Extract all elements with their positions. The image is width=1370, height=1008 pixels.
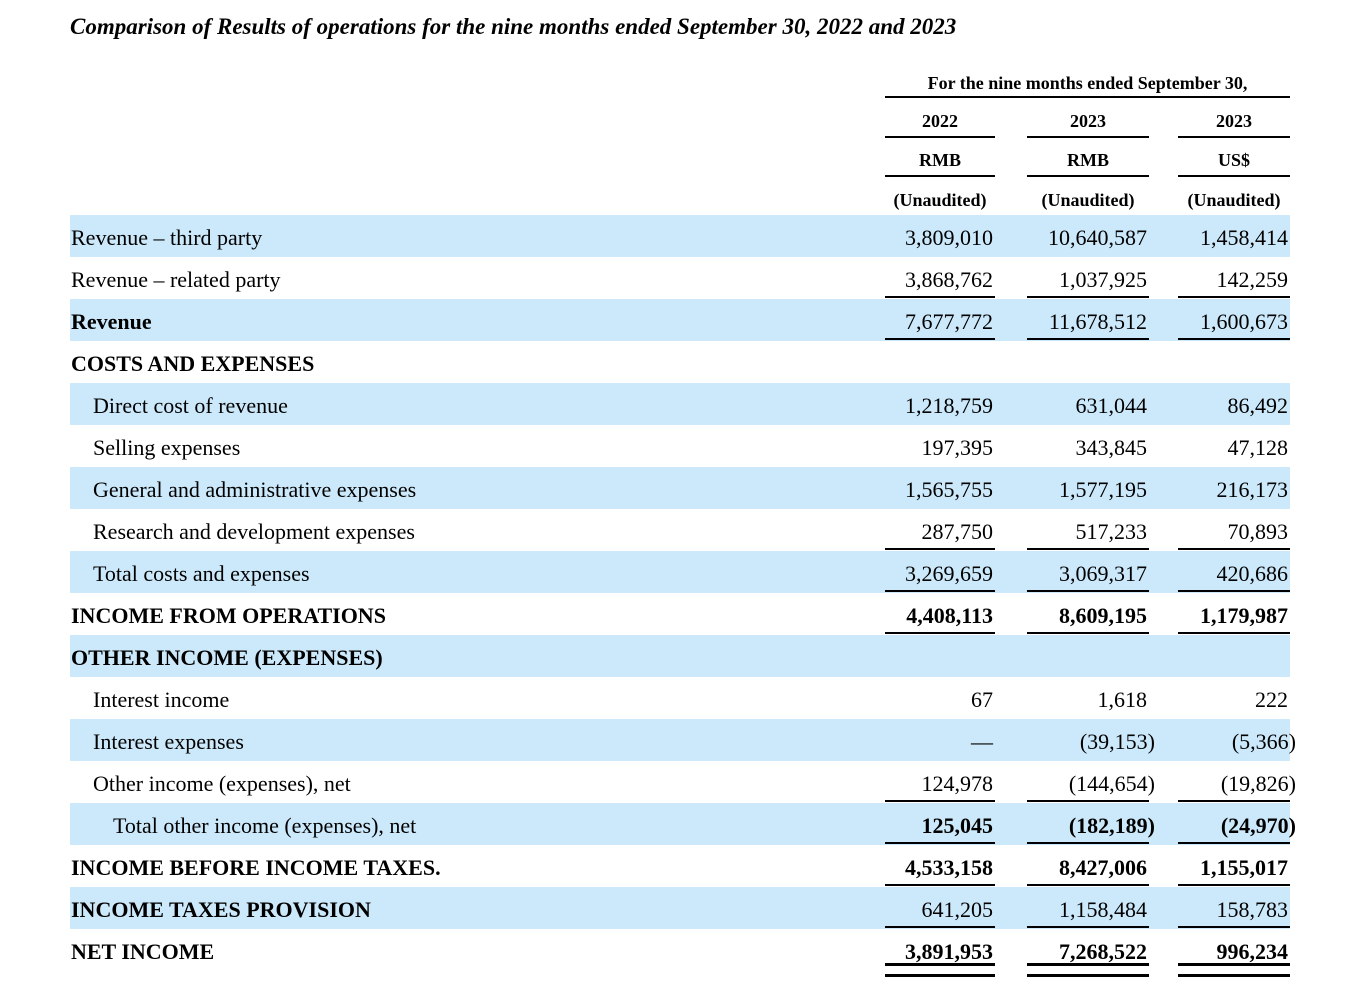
row-value: 70,893	[1178, 509, 1290, 551]
group-header: For the nine months ended September 30,	[885, 62, 1290, 97]
row-label: INCOME BEFORE INCOME TAXES.	[71, 855, 441, 880]
col-header-year-2: 2023	[1027, 97, 1149, 137]
negative-value: (5,366)	[1231, 729, 1296, 754]
row-value: 4,533,158	[885, 845, 995, 887]
row-value	[1027, 803, 1155, 845]
column-gap	[995, 593, 1027, 635]
column-gap	[1149, 677, 1178, 719]
row-value: 287,750	[885, 509, 995, 551]
column-gap	[995, 467, 1027, 509]
column-gap	[1149, 509, 1178, 551]
row-label: Interest expenses	[70, 719, 885, 761]
table-row	[70, 761, 1290, 803]
table-row	[70, 215, 1290, 257]
column-gap	[995, 97, 1027, 137]
table-row	[70, 425, 1290, 467]
col-header-year-1: 2022	[885, 97, 995, 137]
row-label: COSTS AND EXPENSES	[71, 351, 315, 376]
row-value: 3,269,659	[885, 551, 995, 593]
row-value: 1,618	[1097, 687, 1147, 712]
header-spacer	[70, 137, 885, 176]
column-gap	[995, 719, 1027, 761]
row-value: 1,577,195	[1027, 467, 1149, 509]
row-value: 222	[1255, 687, 1288, 712]
row-value: 1,158,484	[1027, 887, 1149, 929]
table-row	[70, 929, 1290, 971]
row-value	[1027, 761, 1155, 803]
row-value: 517,233	[1027, 509, 1149, 551]
column-gap	[1149, 257, 1178, 299]
row-label: Total other income (expenses), net	[70, 803, 885, 845]
table-row	[70, 845, 1290, 887]
row-value: 3,809,010	[885, 215, 995, 257]
row-value: 86,492	[1178, 383, 1290, 425]
column-gap	[995, 341, 1027, 383]
row-value: 641,205	[885, 887, 995, 929]
table-row	[70, 383, 1290, 425]
results-of-operations-table	[70, 62, 1296, 971]
column-gap	[995, 887, 1027, 929]
row-label: Other income (expenses), net	[93, 771, 351, 796]
column-gap	[995, 761, 1027, 803]
col-header-note-3: (Unaudited)	[1187, 190, 1281, 210]
page-title: Comparison of Results of operations for the nine months ended September 30, 2022 and 2023	[70, 14, 957, 39]
column-gap	[995, 176, 1027, 215]
group-header-row	[70, 62, 1290, 97]
table-row	[70, 593, 1290, 635]
column-gap	[995, 215, 1027, 257]
row-value: 67	[971, 687, 993, 712]
row-label: OTHER INCOME (EXPENSES)	[70, 635, 885, 677]
negative-value: (182,189)	[1068, 813, 1155, 838]
row-value	[1178, 719, 1296, 761]
column-gap	[995, 803, 1027, 845]
col-header-currency-3: US$	[1178, 137, 1290, 176]
column-gap	[1149, 929, 1178, 971]
row-label: Total costs and expenses	[70, 551, 885, 593]
column-gap	[1149, 299, 1178, 341]
row-value	[885, 341, 995, 383]
column-gap	[995, 425, 1027, 467]
row-value: 1,458,414	[1178, 215, 1290, 257]
table-row	[70, 551, 1290, 593]
column-gap	[995, 677, 1027, 719]
row-value: 420,686	[1178, 551, 1290, 593]
column-gap	[995, 299, 1027, 341]
table-body	[70, 215, 1296, 971]
column-gap	[995, 257, 1027, 299]
column-gap	[1149, 341, 1178, 383]
row-value: 7,677,772	[885, 299, 995, 341]
column-gap	[1149, 635, 1178, 677]
row-value: 8,609,195	[1027, 593, 1149, 635]
row-label: Selling expenses	[93, 435, 241, 460]
row-value	[1178, 635, 1290, 677]
negative-value: (19,826)	[1220, 771, 1296, 796]
row-label: Direct cost of revenue	[70, 383, 885, 425]
negative-value: (39,153)	[1079, 729, 1155, 754]
currency-header-row	[70, 137, 1290, 176]
row-value: 3,069,317	[1027, 551, 1149, 593]
row-value: 7,268,522	[1027, 929, 1149, 971]
column-gap	[995, 137, 1027, 176]
row-label: Research and development expenses	[93, 519, 415, 544]
row-value	[885, 635, 995, 677]
column-gap	[1149, 176, 1178, 215]
row-value: 197,395	[921, 435, 993, 460]
table-row	[70, 635, 1290, 677]
row-label: INCOME FROM OPERATIONS	[71, 603, 386, 628]
negative-value: (24,970)	[1220, 813, 1296, 838]
column-gap	[1149, 845, 1178, 887]
table-row	[70, 719, 1290, 761]
column-gap	[1149, 887, 1178, 929]
row-value: —	[885, 719, 995, 761]
col-header-year-3: 2023	[1178, 97, 1290, 137]
row-label: Revenue – third party	[70, 215, 885, 257]
table-row	[70, 257, 1290, 299]
row-label: INCOME TAXES PROVISION	[70, 887, 885, 929]
unaudited-header-row	[70, 176, 1290, 215]
header-spacer	[70, 97, 885, 137]
row-value: 1,600,673	[1178, 299, 1290, 341]
col-header-currency-2: RMB	[1027, 137, 1149, 176]
header-spacer	[70, 62, 885, 97]
row-value: 996,234	[1178, 929, 1290, 971]
year-header-row	[70, 97, 1290, 137]
column-gap	[995, 383, 1027, 425]
row-label: NET INCOME	[71, 939, 215, 964]
column-gap	[995, 551, 1027, 593]
row-value: 3,891,953	[885, 929, 995, 971]
header-spacer	[70, 176, 885, 215]
column-gap	[1149, 383, 1178, 425]
row-value: 10,640,587	[1027, 215, 1149, 257]
row-value: 631,044	[1027, 383, 1149, 425]
column-gap	[995, 845, 1027, 887]
row-value: 216,173	[1178, 467, 1290, 509]
column-gap	[995, 635, 1027, 677]
row-value	[1027, 635, 1149, 677]
column-gap	[1149, 97, 1178, 137]
row-value	[1178, 341, 1290, 383]
row-value	[1178, 803, 1296, 845]
col-header-note-2: (Unaudited)	[1041, 190, 1135, 210]
column-gap	[1149, 425, 1178, 467]
table-row	[70, 299, 1290, 341]
row-value: 142,259	[1178, 257, 1290, 299]
row-label: Interest income	[93, 687, 230, 712]
row-value: 3,868,762	[885, 257, 995, 299]
table-row	[70, 887, 1290, 929]
col-header-note-1: (Unaudited)	[893, 190, 987, 210]
column-gap	[1149, 551, 1178, 593]
column-gap	[1149, 215, 1178, 257]
row-label: Revenue	[70, 299, 885, 341]
row-value: 1,155,017	[1178, 845, 1290, 887]
column-gap	[995, 929, 1027, 971]
row-value: 1,179,987	[1178, 593, 1290, 635]
row-value: 4,408,113	[885, 593, 995, 635]
row-value: 343,845	[1075, 435, 1147, 460]
row-label: Revenue – related party	[71, 267, 281, 292]
column-gap	[1149, 593, 1178, 635]
row-value	[1178, 761, 1296, 803]
row-value: 47,128	[1227, 435, 1288, 460]
table-row	[70, 341, 1290, 383]
column-gap	[1149, 137, 1178, 176]
row-value: 124,978	[885, 761, 995, 803]
row-value: 125,045	[885, 803, 995, 845]
row-value	[1027, 341, 1149, 383]
negative-value: (144,654)	[1068, 771, 1155, 796]
column-gap	[995, 509, 1027, 551]
row-value	[1027, 719, 1155, 761]
row-label: General and administrative expenses	[70, 467, 885, 509]
table-row	[70, 509, 1290, 551]
row-value: 1,565,755	[885, 467, 995, 509]
row-value: 1,037,925	[1027, 257, 1149, 299]
table-header	[70, 62, 1290, 215]
table-row	[70, 677, 1290, 719]
row-value: 11,678,512	[1027, 299, 1149, 341]
row-value: 8,427,006	[1027, 845, 1149, 887]
table-row	[70, 803, 1290, 845]
row-value: 158,783	[1178, 887, 1290, 929]
row-value: 1,218,759	[885, 383, 995, 425]
col-header-currency-1: RMB	[885, 137, 995, 176]
table-row	[70, 467, 1290, 509]
column-gap	[1149, 467, 1178, 509]
